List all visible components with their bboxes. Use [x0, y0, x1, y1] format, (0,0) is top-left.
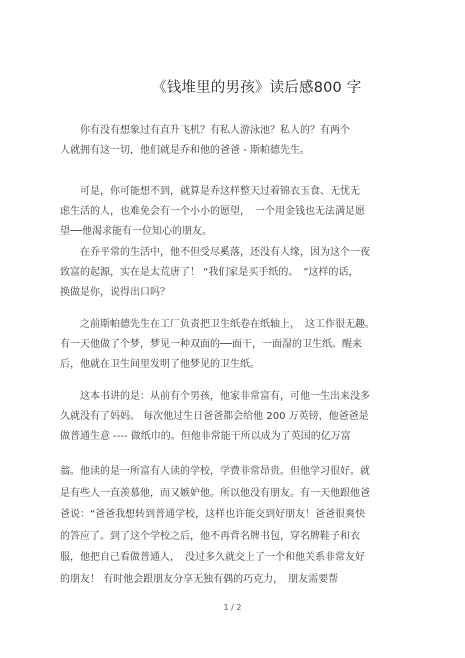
paragraph-6: [60, 461, 420, 590]
paragraph-4: [60, 315, 420, 375]
paragraph-line: 翁。他读的是一所富有人读的学校，学费非常昂贵。但他学习很好。就: [60, 466, 370, 477]
paragraph-line: 久就没有了妈妈。 每次他过生日爸爸都会给他 200 万英镑，他爸爸是: [60, 411, 369, 422]
paragraph-line: 致富的起源，实在是太荒唐了！ “我们家是买手纸的。 ”这样的话，: [60, 267, 359, 278]
paragraph-line: 的答应了。到了这个学校之后，他不再背名牌书包，穿名牌鞋子和衣: [60, 530, 360, 542]
document-title: 《钱堆里的男孩》读后感800 字: [152, 80, 362, 96]
paragraph-line: 这本书讲的是：从前有个男孩，他家非常富有，可他一生出来没多: [60, 391, 370, 402]
paragraph-line: 之前斯帕德先生在工厂负责把卫生纸卷在纸轴上， 这工作很无趣。: [60, 319, 375, 330]
paragraph-line: 你有没有想象过有直升飞机？有私人游泳池？私人的？有两个: [60, 125, 350, 136]
paragraph-line: 人就拥有这一切，他们就是乔和他的爸爸 - 斯帕德先生。: [60, 145, 310, 156]
paragraph-line: 是有些人一直羡慕他，而又嫉妒他。所以他没有朋友。有一天他跟他爸: [60, 487, 370, 499]
paragraph-line: 做普通生意 ---- 做纸巾的。但他非常能干所以成为了英国的亿万富: [60, 431, 351, 442]
paragraph-2: [60, 182, 420, 242]
paragraph-3: [60, 243, 420, 303]
paragraph-line: 的朋友！ 有时他会跟朋友分享无独有偶的巧克力， 朋友需要帮: [60, 573, 339, 585]
paragraph-5: [60, 387, 420, 447]
paragraph-line: 虑生活的人，也难免会有一个小小的愿望， 一个用金钱也无法满足愿: [60, 206, 365, 217]
paragraph-line: 可是，你可能想不到，就算是乔这样整天过着锦衣玉食、无忧无: [60, 186, 360, 197]
page-number: 1 / 2: [223, 603, 242, 612]
paragraph-line: 爸说：“爸爸我想转到普通学校，这样也许能交到好朋友！爸爸很爽快: [60, 509, 366, 520]
paragraph-line: 有一天他做了个梦，梦见一种双面的──面干，一面湿的卫生纸。醒来: [60, 339, 363, 350]
paragraph-line: 服，他把自己看做普通人， 没过多久就交上了一个和他关系非常友好: [60, 552, 365, 563]
paragraph-line: 在乔平常的生活中，他不但受尽奚落，还没有人缘，因为这个一夜: [60, 247, 370, 258]
paragraph-line: 后，他就在卫生间里发明了他梦见的卫生纸。: [60, 359, 260, 370]
paragraph-line: 望──他渴求能有一位知心的朋友。: [60, 226, 213, 237]
paragraph-line: 换做是你，说得出口吗？: [60, 287, 170, 298]
paragraph-1: [60, 121, 420, 161]
